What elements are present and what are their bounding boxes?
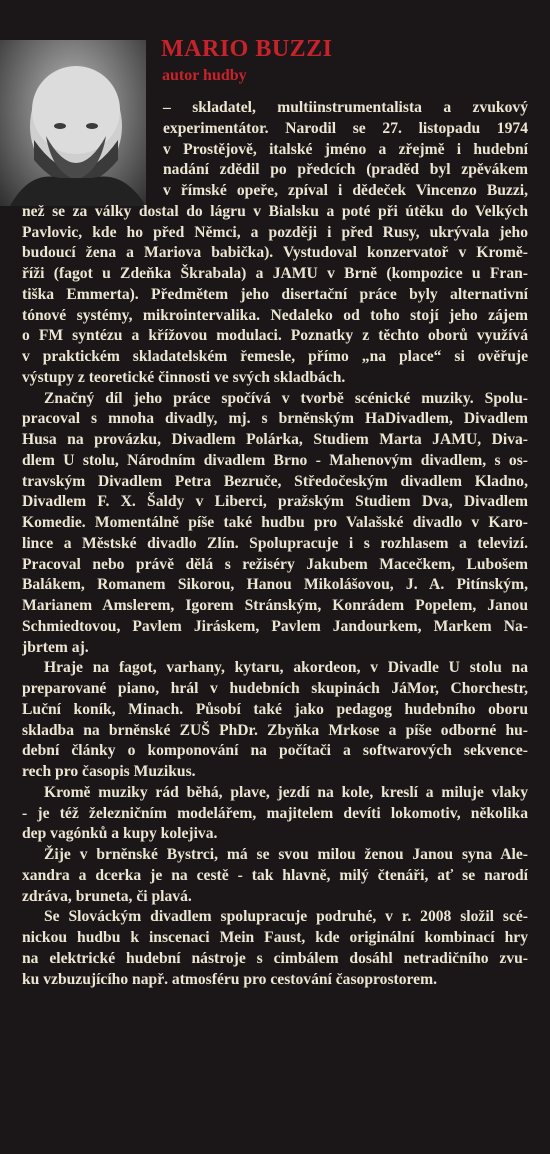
bio-line: Se Slováckým divadlem spolupracuje podruhé, v r. 2008 složil scé- [44,908,528,926]
bio-line: v praktickém skladatelském řemesle, přímo „na place“ si ověřuje [22,348,528,365]
bio-line: Husa na provázku, Divadlem Polárka, Studiem Marta JAMU, Diva- [22,431,528,448]
bio-line: Marianem Amslerem, Igorem Stránským, Konrádem Popelem, Janou [22,597,528,614]
bio-line: v římské opeře, zpíval i dědeček Vincenzo Buzzi, [163,182,528,199]
author-name: MARIO BUZZI [161,36,333,62]
bio-line: Značný díl jeho práce spočívá v tvorbě scénické muziky. Spolu- [44,389,528,407]
bio-line: pracoval s mnoha divadly, mj. s brněnským HaDivadlem, Divadlem [22,410,528,428]
bio-line: výstupy z teoretické činnosti ve svých skladbách. [22,368,346,386]
bio-line: nickou hudbu k inscenaci Mein Faust, kde originální kombinací hry [22,929,528,946]
bio-line: dlem U stolu, Národním divadlem Brno - Mahenovým divadlem, s os- [22,451,528,469]
bio-line: Balákem, Romanem Sikorou, Hanou Mikolášovou, J. A. Pitínským, [22,576,528,594]
bio-line: budoucí žena a Mariova babička). Vystudoval konzervatoř v Kromě- [22,244,528,262]
bio-line: tiška Emmerta). Předmětem jeho disertační práce byly alternativní [22,285,528,303]
biography-text [22,98,528,990]
bio-line: jbrtem aj. [22,638,89,656]
bio-line: zdráva, bruneta, či plavá. [22,887,192,905]
bio-line: ku vzbuzujícího např. atmosféru pro cestování časoprostorem. [22,970,437,988]
bio-line: – skladatel, multiinstrumentalista a zvukový [163,99,528,116]
bio-line: - je též železničním modelářem, majitelem devíti lokomotiv, několika [22,804,528,822]
bio-line: travským Divadlem Petra Bezruče, Středočeským divadlem Kladno, [22,472,528,490]
bio-line: Pavlovic, kde ho před Němci, a později i před Rusy, ukrývala jeho [22,223,528,241]
bio-line: experimentátor. Narodil se 27. listopadu 1974 [163,119,528,137]
bio-line: Hraje na fagot, varhany, kytaru, akordeon, v Divadle U stolu na [44,659,528,677]
bio-line: dební články o komponování na počítači a softwarových sekvence- [22,742,528,760]
bio-line: v Prostějově, italské jméno a zřejmě i hudební [163,140,528,158]
bio-line: tónové systémy, mikrointervalika. Nedaleko od toho stojí jeho zájem [22,306,528,324]
bio-line: rech pro časopis Muzikus. [22,763,196,780]
bio-line: Luční koník, Minach. Působí také jako pedagog hudebního oboru [22,700,528,718]
bio-line: dep vagónků a kupy kolejiva. [22,825,218,843]
bio-line: Schmiedtovou, Pavlem Jiráskem, Pavlem Jandourkem, Markem Na- [22,617,528,635]
author-role: autor hudby [162,67,247,84]
bio-line: říži (fagot u Zdeňka Škrabala) a JAMU v Brně (kompozice u Fran- [22,265,528,282]
bio-line: Kromě muziky rád běhá, plave, jezdí na kole, kreslí a miluje vlaky [44,783,528,801]
bio-line: na elektrické hudební nástroje s cimbálem dosáhl netradičního zvu- [22,949,528,967]
bio-line: o FM syntézu a křížovou modulaci. Poznatky z těchto oborů využívá [22,327,528,345]
bio-line: lince a Městské divadlo Zlín. Spolupracuje i s rozhlasem a televizí. [22,534,528,552]
bio-line: xandra a dcerka je na cestě - tak hlavně, milý čtenáři, ať se narodí [22,866,528,884]
bio-line: než se za války dostal do lágru v Bialsku a poté při útěku do Velkých [22,202,528,220]
bio-line: Pracoval nebo právě dělá s režiséry Jakubem Macečkem, Lubošem [22,555,528,573]
bio-line: nadání zdědil po předcích (praděd byl zpěvákem [163,161,528,179]
bio-line: Komedie. Momentálně píše také hudbu pro Valašské divadlo v Karo- [22,514,528,531]
bio-line: preparované piano, hrál v hudebních skupinách JáMor, Chorchestr, [22,680,528,697]
bio-line: Žije v brněnské Bystrci, má se svou milou ženou Janou syna Ale- [44,846,528,863]
bio-line: skladba na brněnské ZUŠ PhDr. Zbyňka Mrkose a píše odborné hu- [22,721,528,739]
bio-line: Divadlem F. X. Šaldy v Liberci, pražským Studiem Dva, Divadlem [22,493,528,511]
